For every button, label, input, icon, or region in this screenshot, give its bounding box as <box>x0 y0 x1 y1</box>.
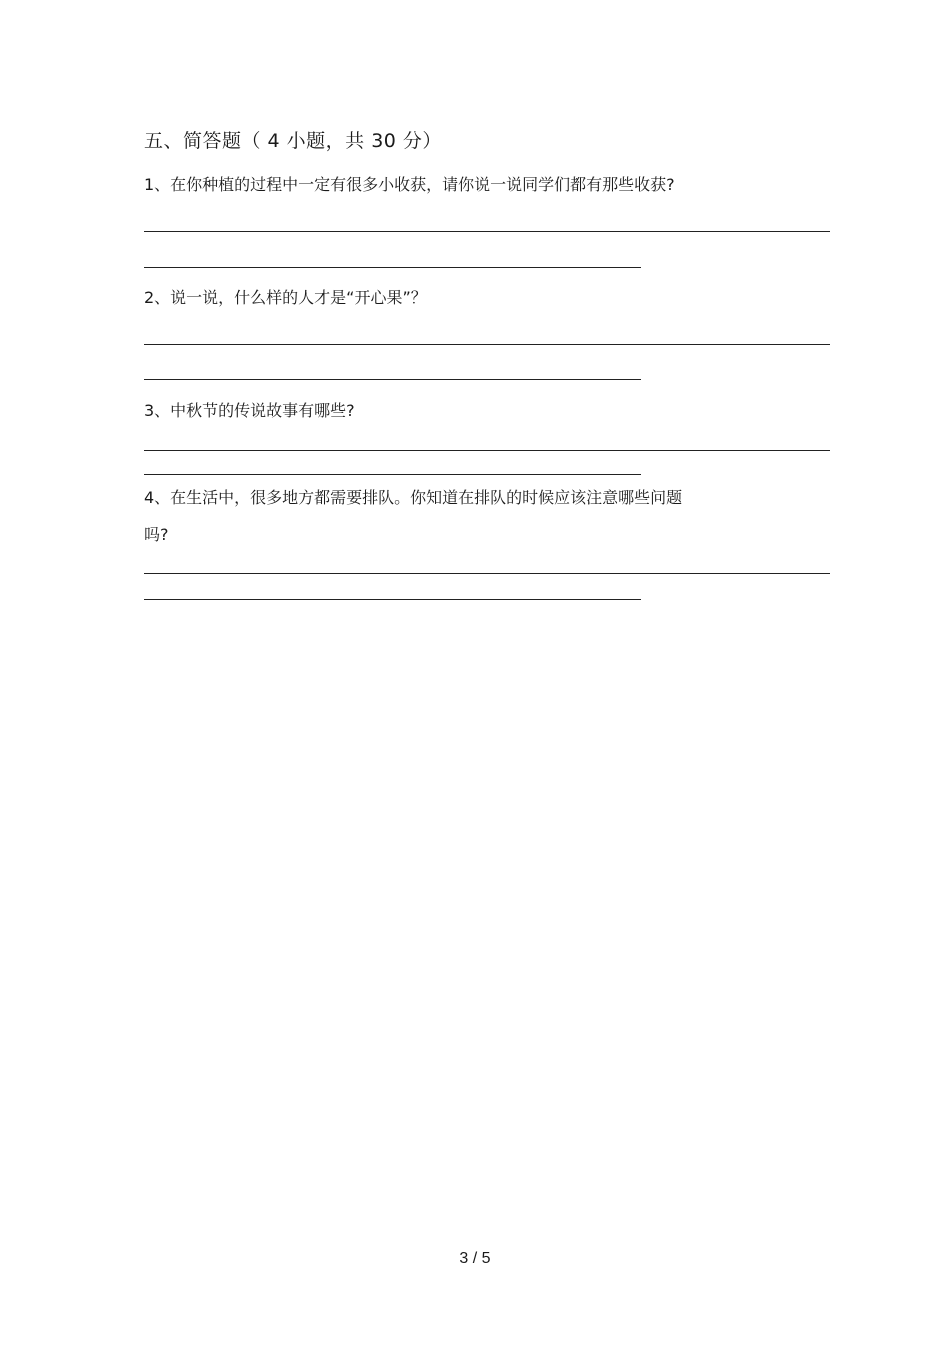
question-1: 1、在你种植的过程中一定有很多小收获，请你说一说同学们都有那些收获? <box>144 175 675 194</box>
answer-line-3a <box>144 450 830 451</box>
answer-line-2a <box>144 344 830 345</box>
answer-line-1b <box>144 267 641 268</box>
question-4: 4、在生活中，很多地方都需要排队。你知道在排队的时候应该注意哪些问题 <box>144 488 683 507</box>
question-4-continuation: 吗? <box>144 525 169 544</box>
section-title: 五、简答题（ 4 小题，共 30 分） <box>144 130 442 152</box>
page-number: 3 / 5 <box>459 1250 491 1267</box>
question-2: 2、说一说，什么样的人才是“开心果”？ <box>144 288 427 307</box>
answer-line-4b <box>144 599 641 600</box>
question-3: 3、中秋节的传说故事有哪些? <box>144 401 355 420</box>
answer-line-4a <box>144 573 830 574</box>
answer-line-2b <box>144 379 641 380</box>
answer-line-3b <box>144 474 641 475</box>
answer-line-1a <box>144 231 830 232</box>
